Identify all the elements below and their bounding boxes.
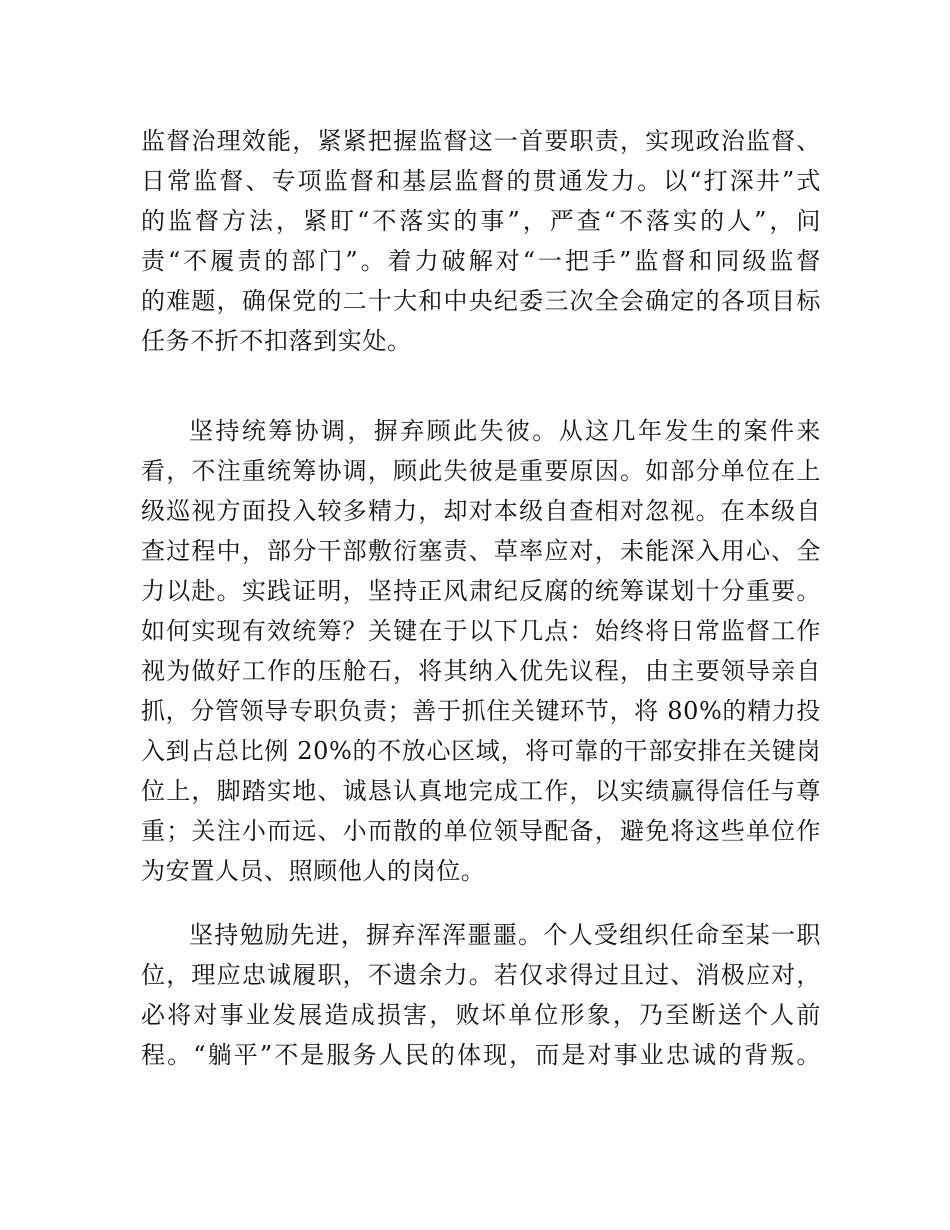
text-line: 监督治理效能，紧紧把握监督这一首要职责，实现政治监督、 [141,127,821,155]
text-line: 力以赴。实践证明，坚持正风肃纪反腐的统筹谋划十分重要。 [141,577,821,605]
text-line: 查过程中，部分干部敷衍塞责、草率应对，未能深入用心、全 [141,537,821,565]
text-line: 责“不履责的部门”。着力破解对“一把手”监督和同级监督 [141,247,821,275]
text-line: 坚持勉励先进，摒弃浑浑噩噩。个人受组织任命至某一职 [189,921,821,949]
text-line: 位，理应忠诚履职，不遗余力。若仅求得过且过、消极应对， [141,961,821,989]
text-line: 坚持统筹协调，摒弃顾此失彼。从这几年发生的案件来 [189,417,821,445]
text-line: 入到占总比例 20%的不放心区域，将可靠的干部安排在关键岗 [141,737,821,765]
paragraph-2 [141,411,821,891]
paragraph-3 [141,915,821,1075]
text-line: 的难题，确保党的二十大和中央纪委三次全会确定的各项目标 [141,287,821,315]
text-line: 看，不注重统筹协调，顾此失彼是重要原因。如部分单位在上 [141,457,821,485]
text-line: 重；关注小而远、小而散的单位领导配备，避免将这些单位作 [141,817,821,845]
paragraph-1 [141,121,821,361]
text-line: 视为做好工作的压舱石，将其纳入优先议程，由主要领导亲自 [141,657,821,685]
text-line: 抓，分管领导专职负责；善于抓住关键环节，将 80%的精力投 [141,697,821,725]
text-line: 位上，脚踏实地、诚恳认真地完成工作，以实绩赢得信任与尊 [141,777,821,805]
text-line: 程。“躺平”不是服务人民的体现，而是对事业忠诚的背叛。 [141,1041,821,1069]
text-line: 任务不折不扣落到实处。 [141,327,412,355]
text-line: 必将对事业发展造成损害，败坏单位形象，乃至断送个人前 [141,1001,821,1029]
text-line: 的监督方法，紧盯“不落实的事”，严查“不落实的人”，问 [141,207,821,235]
text-line: 如何实现有效统筹？关键在于以下几点：始终将日常监督工作 [141,617,821,645]
text-line: 日常监督、专项监督和基层监督的贯通发力。以“打深井”式 [141,167,821,195]
text-line: 为安置人员、照顾他人的岗位。 [141,857,486,885]
text-line: 级巡视方面投入较多精力，却对本级自查相对忽视。在本级自 [141,497,821,525]
